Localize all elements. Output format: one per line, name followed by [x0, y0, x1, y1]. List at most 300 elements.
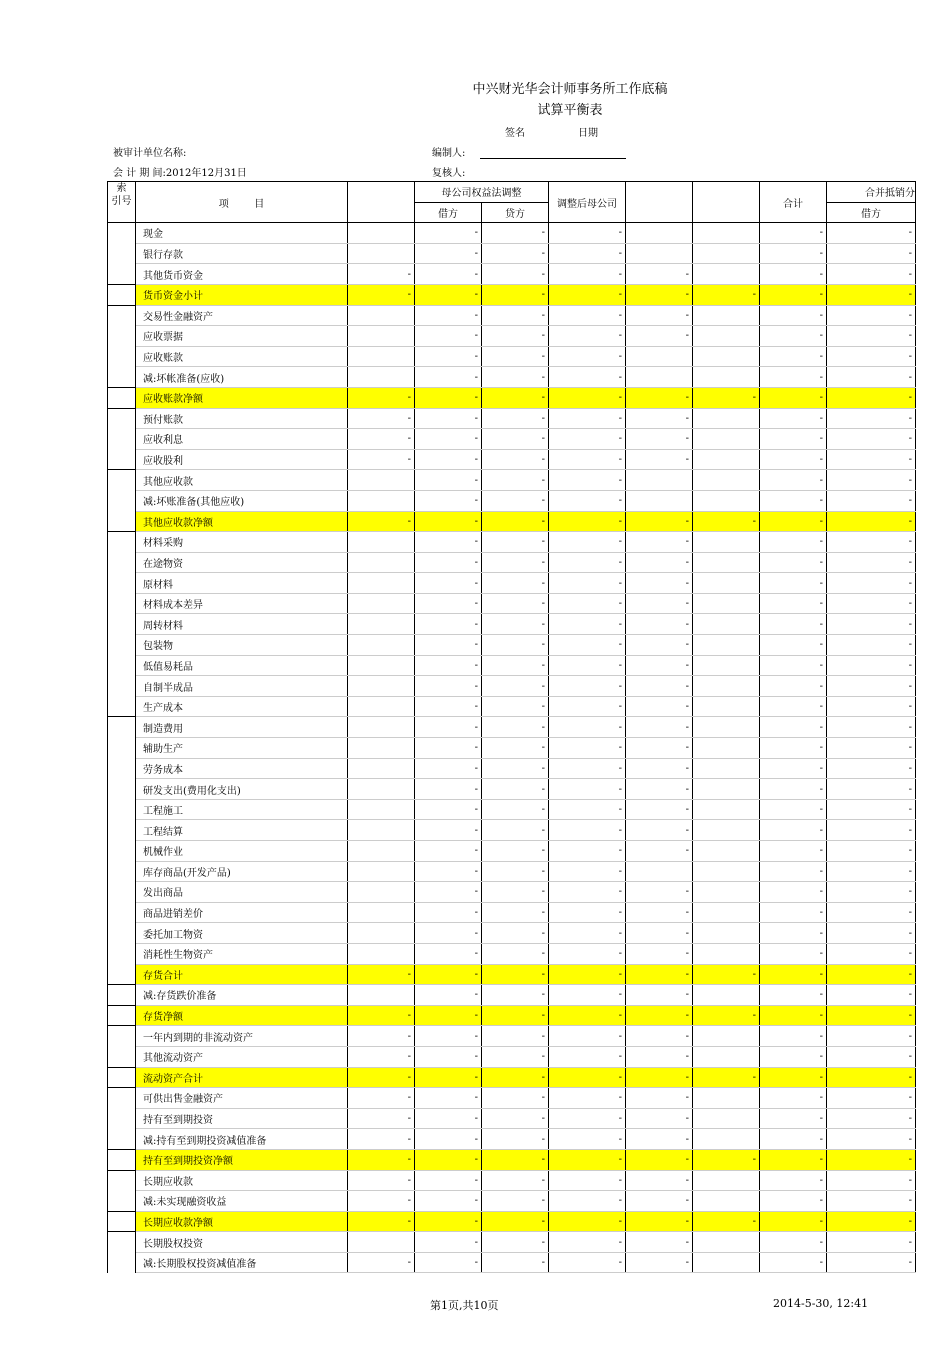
value-cell: - — [482, 1046, 549, 1067]
value-cell — [348, 779, 415, 800]
index-cell — [108, 223, 136, 244]
firm-title: 中兴财光华会计师事务所工作底稿 — [472, 82, 668, 97]
value-cell: - — [760, 717, 827, 738]
value-cell: - — [415, 1211, 482, 1232]
item-name: 库存商品(开发产品) — [136, 861, 348, 882]
value-cell: - — [348, 387, 415, 408]
value-cell: - — [760, 861, 827, 882]
value-cell — [693, 264, 760, 285]
value-cell: - — [760, 1252, 827, 1273]
item-name: 现金 — [136, 223, 348, 244]
value-cell: - — [626, 1232, 693, 1253]
value-cell: - — [626, 882, 693, 903]
value-cell — [348, 305, 415, 326]
value-cell: - — [760, 1046, 827, 1067]
value-cell: - — [827, 305, 916, 326]
value-cell — [693, 841, 760, 862]
value-cell: - — [415, 408, 482, 429]
value-cell — [348, 923, 415, 944]
value-cell: - — [482, 470, 549, 491]
table-row — [108, 387, 916, 408]
table-row — [108, 593, 916, 614]
value-cell: - — [626, 779, 693, 800]
value-cell: - — [760, 943, 827, 964]
value-cell — [348, 820, 415, 841]
value-cell: - — [415, 614, 482, 635]
value-cell — [693, 779, 760, 800]
value-cell: - — [482, 985, 549, 1006]
index-cell — [108, 429, 136, 450]
value-cell: - — [549, 1067, 626, 1088]
value-cell: - — [549, 655, 626, 676]
total-header: 合计 — [760, 182, 827, 223]
preparer-label: 编制人: — [432, 148, 466, 159]
value-cell: - — [549, 882, 626, 903]
table-row — [108, 861, 916, 882]
value-cell: - — [482, 449, 549, 470]
index-cell — [108, 243, 136, 264]
value-cell — [626, 243, 693, 264]
value-cell: - — [760, 1108, 827, 1129]
value-cell: - — [693, 284, 760, 305]
value-cell — [693, 985, 760, 1006]
value-cell: - — [415, 655, 482, 676]
value-cell — [693, 449, 760, 470]
index-cell — [108, 717, 136, 738]
value-cell: - — [415, 676, 482, 697]
value-cell: - — [760, 696, 827, 717]
item-name: 长期应收款净额 — [136, 1211, 348, 1232]
item-name: 减:未实现融资收益 — [136, 1191, 348, 1212]
item-name: 减:坏帐准备(应收) — [136, 367, 348, 388]
value-cell — [348, 696, 415, 717]
index-cell — [108, 284, 136, 305]
value-cell: - — [626, 1005, 693, 1026]
value-cell — [693, 1232, 760, 1253]
entity-label: 被审计单位名称: — [113, 148, 187, 159]
value-cell: - — [760, 573, 827, 594]
value-cell: - — [415, 635, 482, 656]
value-cell: - — [549, 676, 626, 697]
value-cell: - — [626, 511, 693, 532]
value-cell: - — [482, 676, 549, 697]
value-cell: - — [482, 738, 549, 759]
item-name: 其他货币资金 — [136, 264, 348, 285]
index-cell — [108, 964, 136, 985]
table-row — [108, 655, 916, 676]
equity-adj-header: 母公司权益法调整 — [415, 182, 549, 203]
value-cell: - — [549, 1149, 626, 1170]
value-cell: - — [626, 964, 693, 985]
item-name: 银行存款 — [136, 243, 348, 264]
adjusted-parent-header: 调整后母公司 — [549, 182, 626, 223]
value-cell: - — [482, 882, 549, 903]
value-cell: - — [549, 532, 626, 553]
value-cell: - — [760, 964, 827, 985]
value-cell: - — [549, 943, 626, 964]
value-cell: - — [482, 1067, 549, 1088]
value-cell: - — [827, 387, 916, 408]
value-cell: - — [415, 1088, 482, 1109]
value-cell — [348, 902, 415, 923]
value-cell: - — [549, 1252, 626, 1273]
value-cell: - — [348, 1170, 415, 1191]
value-cell — [693, 470, 760, 491]
value-cell: - — [827, 532, 916, 553]
value-cell: - — [626, 717, 693, 738]
value-cell: - — [415, 429, 482, 450]
value-cell: - — [415, 367, 482, 388]
value-cell: - — [827, 861, 916, 882]
value-cell: - — [626, 696, 693, 717]
table-row — [108, 532, 916, 553]
value-cell: - — [482, 511, 549, 532]
value-cell: - — [760, 284, 827, 305]
value-cell: - — [827, 964, 916, 985]
value-cell: - — [549, 408, 626, 429]
value-cell: - — [626, 655, 693, 676]
value-cell: - — [482, 1108, 549, 1129]
value-cell: - — [626, 429, 693, 450]
value-cell — [693, 882, 760, 903]
value-cell: - — [760, 655, 827, 676]
item-name: 存货合计 — [136, 964, 348, 985]
item-name: 预付账款 — [136, 408, 348, 429]
value-cell: - — [415, 1005, 482, 1026]
value-cell — [693, 223, 760, 244]
value-cell: - — [827, 902, 916, 923]
value-cell: - — [415, 1191, 482, 1212]
value-cell — [693, 676, 760, 697]
value-cell: - — [482, 429, 549, 450]
value-cell: - — [482, 1088, 549, 1109]
value-cell — [626, 367, 693, 388]
table-row — [108, 902, 916, 923]
table-row — [108, 1170, 916, 1191]
item-name: 包装物 — [136, 635, 348, 656]
value-cell: - — [626, 284, 693, 305]
value-cell: - — [626, 1088, 693, 1109]
value-cell — [693, 635, 760, 656]
value-cell: - — [549, 820, 626, 841]
value-cell — [348, 552, 415, 573]
value-cell: - — [415, 264, 482, 285]
value-cell: - — [760, 408, 827, 429]
value-cell — [348, 532, 415, 553]
value-cell — [693, 738, 760, 759]
index-cell — [108, 490, 136, 511]
index-cell — [108, 820, 136, 841]
table-row — [108, 223, 916, 244]
value-cell: - — [348, 1252, 415, 1273]
value-cell: - — [549, 346, 626, 367]
value-cell: - — [549, 243, 626, 264]
table-row — [108, 1026, 916, 1047]
value-cell: - — [827, 635, 916, 656]
value-cell: - — [482, 635, 549, 656]
value-cell: - — [482, 346, 549, 367]
value-cell: - — [827, 779, 916, 800]
index-cell — [108, 799, 136, 820]
value-cell: - — [626, 1211, 693, 1232]
value-cell: - — [415, 696, 482, 717]
item-name: 消耗性生物资产 — [136, 943, 348, 964]
item-name: 低值易耗品 — [136, 655, 348, 676]
item-name: 其他应收款净额 — [136, 511, 348, 532]
value-cell: - — [827, 1108, 916, 1129]
index-cell — [108, 1232, 136, 1253]
index-cell — [108, 861, 136, 882]
value-cell: - — [549, 284, 626, 305]
table-row — [108, 449, 916, 470]
consol-debit-header: 借方 — [827, 202, 916, 223]
item-name: 可供出售金融资产 — [136, 1088, 348, 1109]
reviewer-label: 复核人: — [432, 168, 466, 179]
table-row — [108, 243, 916, 264]
table-row — [108, 964, 916, 985]
value-cell: - — [626, 820, 693, 841]
value-cell: - — [415, 1170, 482, 1191]
value-cell: - — [415, 223, 482, 244]
index-cell — [108, 676, 136, 697]
table-row — [108, 779, 916, 800]
value-cell: - — [626, 573, 693, 594]
value-cell: - — [348, 1088, 415, 1109]
item-name: 应收账款净额 — [136, 387, 348, 408]
value-cell: - — [482, 799, 549, 820]
index-cell — [108, 1149, 136, 1170]
value-cell: - — [827, 1088, 916, 1109]
value-cell — [348, 243, 415, 264]
value-cell: - — [482, 841, 549, 862]
value-cell — [693, 1026, 760, 1047]
value-cell: - — [827, 676, 916, 697]
value-cell — [693, 758, 760, 779]
value-cell — [693, 367, 760, 388]
value-cell: - — [760, 593, 827, 614]
value-cell — [348, 738, 415, 759]
value-cell — [693, 1170, 760, 1191]
item-header: 项 目 — [136, 182, 348, 223]
table-row — [108, 923, 916, 944]
value-cell: - — [549, 738, 626, 759]
value-cell: - — [626, 1108, 693, 1129]
value-cell: - — [626, 264, 693, 285]
value-cell: - — [482, 264, 549, 285]
blank-header-3 — [693, 182, 760, 223]
index-cell — [108, 305, 136, 326]
value-cell: - — [549, 1088, 626, 1109]
item-name: 存货净额 — [136, 1005, 348, 1026]
print-timestamp: 2014-5-30, 12:41 — [773, 1297, 869, 1310]
item-name: 长期股权投资 — [136, 1232, 348, 1253]
value-cell — [348, 841, 415, 862]
value-cell: - — [415, 243, 482, 264]
index-cell — [108, 758, 136, 779]
value-cell: - — [626, 1067, 693, 1088]
value-cell: - — [760, 1067, 827, 1088]
value-cell: - — [827, 284, 916, 305]
item-name: 货币资金小计 — [136, 284, 348, 305]
index-cell — [108, 387, 136, 408]
value-cell: - — [626, 552, 693, 573]
value-cell: - — [348, 1191, 415, 1212]
value-cell — [693, 923, 760, 944]
item-name: 减:长期股权投资减值准备 — [136, 1252, 348, 1273]
value-cell: - — [482, 902, 549, 923]
value-cell: - — [415, 923, 482, 944]
index-cell — [108, 1046, 136, 1067]
value-cell: - — [693, 387, 760, 408]
value-cell: - — [549, 367, 626, 388]
value-cell: - — [549, 614, 626, 635]
value-cell: - — [348, 1108, 415, 1129]
item-name: 一年内到期的非流动资产 — [136, 1026, 348, 1047]
value-cell: - — [549, 799, 626, 820]
table-row — [108, 326, 916, 347]
value-cell: - — [549, 429, 626, 450]
value-cell: - — [482, 408, 549, 429]
value-cell — [693, 1252, 760, 1273]
value-cell: - — [827, 223, 916, 244]
index-cell — [108, 532, 136, 553]
value-cell — [693, 593, 760, 614]
value-cell — [693, 1129, 760, 1150]
value-cell — [348, 985, 415, 1006]
value-cell: - — [482, 532, 549, 553]
table-row — [108, 1149, 916, 1170]
table-row — [108, 1191, 916, 1212]
value-cell: - — [415, 1149, 482, 1170]
index-cell — [108, 408, 136, 429]
value-cell: - — [827, 490, 916, 511]
value-cell: - — [626, 408, 693, 429]
value-cell: - — [549, 387, 626, 408]
index-cell — [108, 346, 136, 367]
item-name: 长期应收款 — [136, 1170, 348, 1191]
value-cell: - — [760, 985, 827, 1006]
value-cell: - — [827, 1026, 916, 1047]
item-name: 持有至到期投资净额 — [136, 1149, 348, 1170]
value-cell — [348, 861, 415, 882]
debit-header: 借方 — [415, 202, 482, 223]
table-row — [108, 882, 916, 903]
value-cell: - — [549, 841, 626, 862]
value-cell: - — [827, 1005, 916, 1026]
value-cell: - — [549, 264, 626, 285]
value-cell: - — [482, 387, 549, 408]
value-cell: - — [549, 490, 626, 511]
value-cell: - — [760, 1088, 827, 1109]
value-cell: - — [626, 841, 693, 862]
value-cell: - — [626, 326, 693, 347]
table-row — [108, 676, 916, 697]
value-cell: - — [549, 1005, 626, 1026]
value-cell: - — [482, 964, 549, 985]
value-cell: - — [415, 552, 482, 573]
value-cell: - — [827, 696, 916, 717]
value-cell: - — [482, 943, 549, 964]
value-cell: - — [549, 449, 626, 470]
index-cell — [108, 1088, 136, 1109]
value-cell — [348, 367, 415, 388]
item-name: 生产成本 — [136, 696, 348, 717]
value-cell: - — [827, 882, 916, 903]
signature-line — [480, 158, 626, 159]
value-cell: - — [760, 1149, 827, 1170]
value-cell: - — [482, 1149, 549, 1170]
value-cell: - — [760, 511, 827, 532]
value-cell: - — [760, 490, 827, 511]
value-cell — [348, 717, 415, 738]
value-cell: - — [348, 1149, 415, 1170]
table-row — [108, 264, 916, 285]
value-cell: - — [827, 326, 916, 347]
table-row — [108, 408, 916, 429]
value-cell: - — [626, 449, 693, 470]
value-cell: - — [482, 655, 549, 676]
table-row — [108, 717, 916, 738]
index-cell — [108, 326, 136, 347]
value-cell: - — [626, 902, 693, 923]
index-cell — [108, 902, 136, 923]
index-cell — [108, 1129, 136, 1150]
item-name: 应收利息 — [136, 429, 348, 450]
value-cell — [348, 470, 415, 491]
item-name: 委托加工物资 — [136, 923, 348, 944]
value-cell — [348, 490, 415, 511]
value-cell: - — [760, 264, 827, 285]
value-cell: - — [348, 511, 415, 532]
table-row — [108, 985, 916, 1006]
value-cell: - — [549, 1170, 626, 1191]
value-cell: - — [415, 1232, 482, 1253]
item-name: 自制半成品 — [136, 676, 348, 697]
value-cell — [693, 655, 760, 676]
value-cell: - — [760, 243, 827, 264]
value-cell — [693, 820, 760, 841]
value-cell: - — [827, 655, 916, 676]
index-cell — [108, 943, 136, 964]
value-cell: - — [827, 1046, 916, 1067]
value-cell: - — [626, 943, 693, 964]
item-name: 应收账款 — [136, 346, 348, 367]
index-cell — [108, 367, 136, 388]
value-cell: - — [348, 408, 415, 429]
value-cell — [693, 861, 760, 882]
value-cell — [348, 1232, 415, 1253]
index-cell — [108, 593, 136, 614]
value-cell: - — [760, 902, 827, 923]
value-cell: - — [827, 841, 916, 862]
value-cell — [348, 635, 415, 656]
value-cell: - — [348, 1129, 415, 1150]
value-cell: - — [760, 532, 827, 553]
value-cell: - — [482, 593, 549, 614]
value-cell: - — [827, 264, 916, 285]
index-cell — [108, 985, 136, 1006]
value-cell: - — [827, 1170, 916, 1191]
item-name: 制造费用 — [136, 717, 348, 738]
period-label: 会 计 期 间:2012年12月31日 — [113, 168, 247, 179]
value-cell: - — [760, 738, 827, 759]
blank-header-1 — [348, 182, 415, 223]
value-cell: - — [415, 985, 482, 1006]
value-cell — [693, 799, 760, 820]
value-cell — [693, 408, 760, 429]
value-cell: - — [482, 614, 549, 635]
value-cell: - — [693, 1211, 760, 1232]
